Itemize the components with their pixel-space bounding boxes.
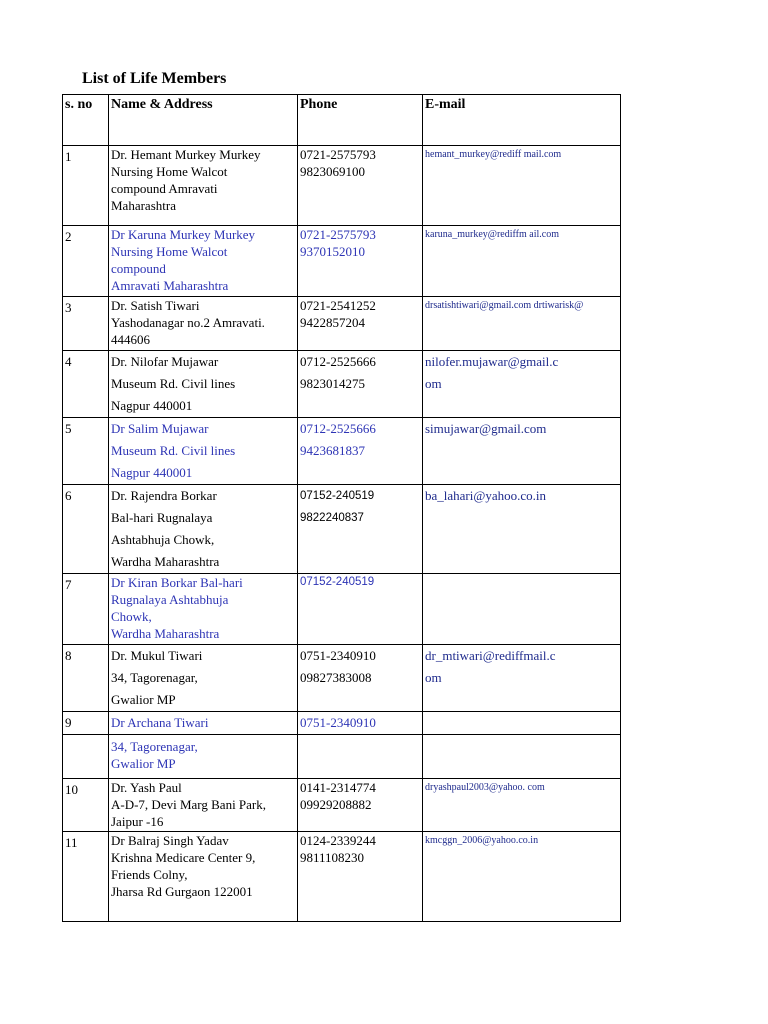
row-email[interactable]: hemant_murkey@rediff mail.com bbox=[423, 146, 621, 226]
table-row bbox=[63, 351, 621, 418]
row-email[interactable]: dryashpaul2003@yahoo. com bbox=[423, 779, 621, 832]
row-name: 34, Tagorenagar, Gwalior MP bbox=[109, 735, 298, 779]
row-phone: 0751-2340910 09827383008 bbox=[298, 645, 423, 712]
row-email[interactable]: drsatishtiwari@gmail.com drtiwarisk@ bbox=[423, 297, 621, 351]
header-email: E-mail bbox=[423, 95, 621, 146]
row-name: Dr. Yash Paul A-D-7, Devi Marg Bani Park, Jaipur -16 bbox=[109, 779, 298, 832]
row-phone: 07152-240519 bbox=[298, 574, 423, 645]
table-row bbox=[63, 418, 621, 485]
header-name: Name & Address bbox=[109, 95, 298, 146]
row-phone: 0124-2339244 9811108230 bbox=[298, 832, 423, 922]
page-title: List of Life Members bbox=[82, 70, 227, 87]
row-sno: 1 bbox=[63, 146, 109, 226]
row-sno: 2 bbox=[63, 226, 109, 297]
row-sno: 7 bbox=[63, 574, 109, 645]
row-sno: 4 bbox=[63, 351, 109, 418]
row-sno: 6 bbox=[63, 485, 109, 574]
row-sno: 5 bbox=[63, 418, 109, 485]
table-row bbox=[63, 574, 621, 645]
header-sno: s. no bbox=[63, 95, 109, 146]
row-phone: 0751-2340910 bbox=[298, 712, 423, 735]
row-email[interactable]: kmcggn_2006@yahoo.co.in bbox=[423, 832, 621, 922]
row-phone: 0712-2525666 9823014275 bbox=[298, 351, 423, 418]
row-name: Dr. Nilofar Mujawar Museum Rd. Civil lines Nagpur 440001 bbox=[109, 351, 298, 418]
row-sno: 10 bbox=[63, 779, 109, 832]
row-name: Dr Karuna Murkey Murkey Nursing Home Walcot compound Amravati Maharashtra bbox=[109, 226, 298, 297]
row-name: Dr Kiran Borkar Bal-hari Rugnalaya Ashtabhuja Chowk, Wardha Maharashtra bbox=[109, 574, 298, 645]
row-phone: 07152-240519 9822240837 bbox=[298, 485, 423, 574]
row-email[interactable]: karuna_murkey@rediffm ail.com bbox=[423, 226, 621, 297]
members-table bbox=[62, 94, 621, 922]
row-phone: 0712-2525666 9423681837 bbox=[298, 418, 423, 485]
header-phone: Phone bbox=[298, 95, 423, 146]
row-email bbox=[423, 574, 621, 645]
row-name: Dr Balraj Singh Yadav Krishna Medicare Center 9, Friends Colny, Jharsa Rd Gurgaon 122001 bbox=[109, 832, 298, 922]
table-row bbox=[63, 297, 621, 351]
row-phone bbox=[298, 735, 423, 779]
row-name: Dr Salim Mujawar Museum Rd. Civil lines Nagpur 440001 bbox=[109, 418, 298, 485]
row-name: Dr. Hemant Murkey Murkey Nursing Home Walcot compound Amravati Maharashtra bbox=[109, 146, 298, 226]
row-sno: 3 bbox=[63, 297, 109, 351]
table-header-row bbox=[63, 95, 621, 146]
table-row bbox=[63, 226, 621, 297]
row-sno bbox=[63, 735, 109, 779]
row-email[interactable]: nilofer.mujawar@gmail.c om bbox=[423, 351, 621, 418]
row-name: Dr. Rajendra Borkar Bal-hari Rugnalaya Ashtabhuja Chowk, Wardha Maharashtra bbox=[109, 485, 298, 574]
row-name: Dr. Mukul Tiwari 34, Tagorenagar, Gwalior MP bbox=[109, 645, 298, 712]
row-phone: 0141-2314774 09929208882 bbox=[298, 779, 423, 832]
table-row bbox=[63, 645, 621, 712]
table-row bbox=[63, 832, 621, 922]
row-phone: 0721-2575793 9823069100 bbox=[298, 146, 423, 226]
row-phone: 0721-2575793 9370152010 bbox=[298, 226, 423, 297]
row-email[interactable]: ba_lahari@yahoo.co.in bbox=[423, 485, 621, 574]
table-row bbox=[63, 735, 621, 779]
row-name: Dr. Satish Tiwari Yashodanagar no.2 Amravati. 444606 bbox=[109, 297, 298, 351]
row-email[interactable]: simujawar@gmail.com bbox=[423, 418, 621, 485]
table-row bbox=[63, 779, 621, 832]
table-row bbox=[63, 485, 621, 574]
row-sno: 11 bbox=[63, 832, 109, 922]
row-phone: 0721-2541252 9422857204 bbox=[298, 297, 423, 351]
row-name: Dr Archana Tiwari bbox=[109, 712, 298, 735]
row-sno: 9 bbox=[63, 712, 109, 735]
table-row bbox=[63, 146, 621, 226]
row-email bbox=[423, 735, 621, 779]
row-email bbox=[423, 712, 621, 735]
row-sno: 8 bbox=[63, 645, 109, 712]
table-row bbox=[63, 712, 621, 735]
row-email[interactable]: dr_mtiwari@rediffmail.c om bbox=[423, 645, 621, 712]
